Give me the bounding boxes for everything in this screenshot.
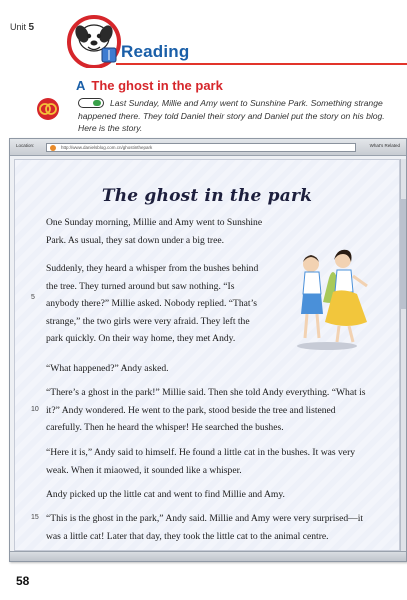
story-paragraph-4	[46, 384, 396, 437]
vertical-scrollbar[interactable]	[400, 159, 406, 551]
story-title: The ghost in the park	[101, 186, 313, 206]
story-line: strange,” the two girls were very afraid. They left the	[46, 315, 250, 327]
whats-related-button[interactable]: What's Related	[369, 143, 400, 148]
scrollbar-thumb[interactable]	[400, 199, 406, 309]
story-paragraph-1	[46, 214, 306, 249]
part-title	[76, 78, 223, 93]
dog-mascot-icon	[60, 10, 126, 68]
story-line: One Sunday morning, Millie and Amy went to Sunshine	[46, 217, 263, 228]
story-line: Park. As usual, they sat down under a big tree.	[46, 234, 224, 246]
story-paragraph-3	[46, 360, 386, 378]
unit-label	[10, 22, 34, 33]
story-line: the tree. They turned around but saw nothing. “Is	[46, 280, 235, 292]
browser-status-bar	[10, 551, 406, 561]
story-line: “There’s a ghost in the park!” Millie said. Then she told Andy everything. “What is	[46, 387, 366, 398]
unit-number: 5	[28, 22, 35, 33]
story-paragraph-2	[46, 260, 306, 348]
girls-illustration	[287, 242, 399, 354]
unit-word: Unit	[10, 22, 27, 32]
story-line: carefully. Then he heard the whisper! He searched the bushes.	[46, 422, 284, 433]
page-number: 58	[16, 574, 30, 588]
address-bar[interactable]	[46, 143, 356, 152]
heading-divider	[116, 63, 407, 65]
story-line: “Here it is,” Andy said to himself. He found a little cat in the bushes. It was very	[46, 447, 356, 458]
part-title-text: The ghost in the park	[91, 78, 223, 93]
story-paragraph-7	[46, 510, 396, 545]
part-letter: A	[76, 78, 86, 93]
story-paragraph-5	[46, 444, 396, 479]
browser-window	[9, 138, 407, 562]
story-line: it?” Andy wondered. He went to the park, stood beside the tree and listened	[46, 404, 336, 416]
cassette-tape-icon	[78, 98, 104, 108]
line-number-15: 15	[31, 514, 39, 521]
story-line: anybody there?” Millie asked. Nobody replied. “That’s	[46, 298, 257, 309]
location-label: Location:	[16, 143, 35, 148]
blog-page	[14, 159, 400, 551]
story-line: “This is the ghost in the park,” Andy said. Millie and Amy were very surprised—it	[46, 513, 364, 524]
story-paragraph-6	[46, 486, 396, 504]
line-number-5: 5	[31, 294, 35, 301]
intro-text: Last Sunday, Millie and Amy went to Sunshine Park. Something strange happened there. They told Daniel their story and Daniel put the story on his blog. Here is the story.	[78, 98, 385, 134]
story-line: Andy picked up the little cat and went to find Millie and Amy.	[46, 489, 285, 500]
story-line: was a little cat! Later that day, they took the little cat to the animal centre.	[46, 530, 329, 542]
section-heading: Reading	[121, 42, 190, 61]
story-line: weak. When it miaowed, it sounded like a whisper.	[46, 464, 242, 476]
browser-toolbar	[10, 139, 406, 156]
page-favicon-icon	[50, 145, 56, 151]
story-line: park quickly. On their way home, they met Andy.	[46, 333, 236, 344]
address-url: http://www.danielsblog.com.cn/ghostinthepark	[61, 145, 153, 150]
story-line: Suddenly, they heard a whisper from the bushes behind	[46, 263, 259, 274]
story-line: “What happened?” Andy asked.	[46, 363, 169, 374]
cd-audio-icon	[36, 97, 60, 121]
line-number-10: 10	[31, 406, 39, 413]
